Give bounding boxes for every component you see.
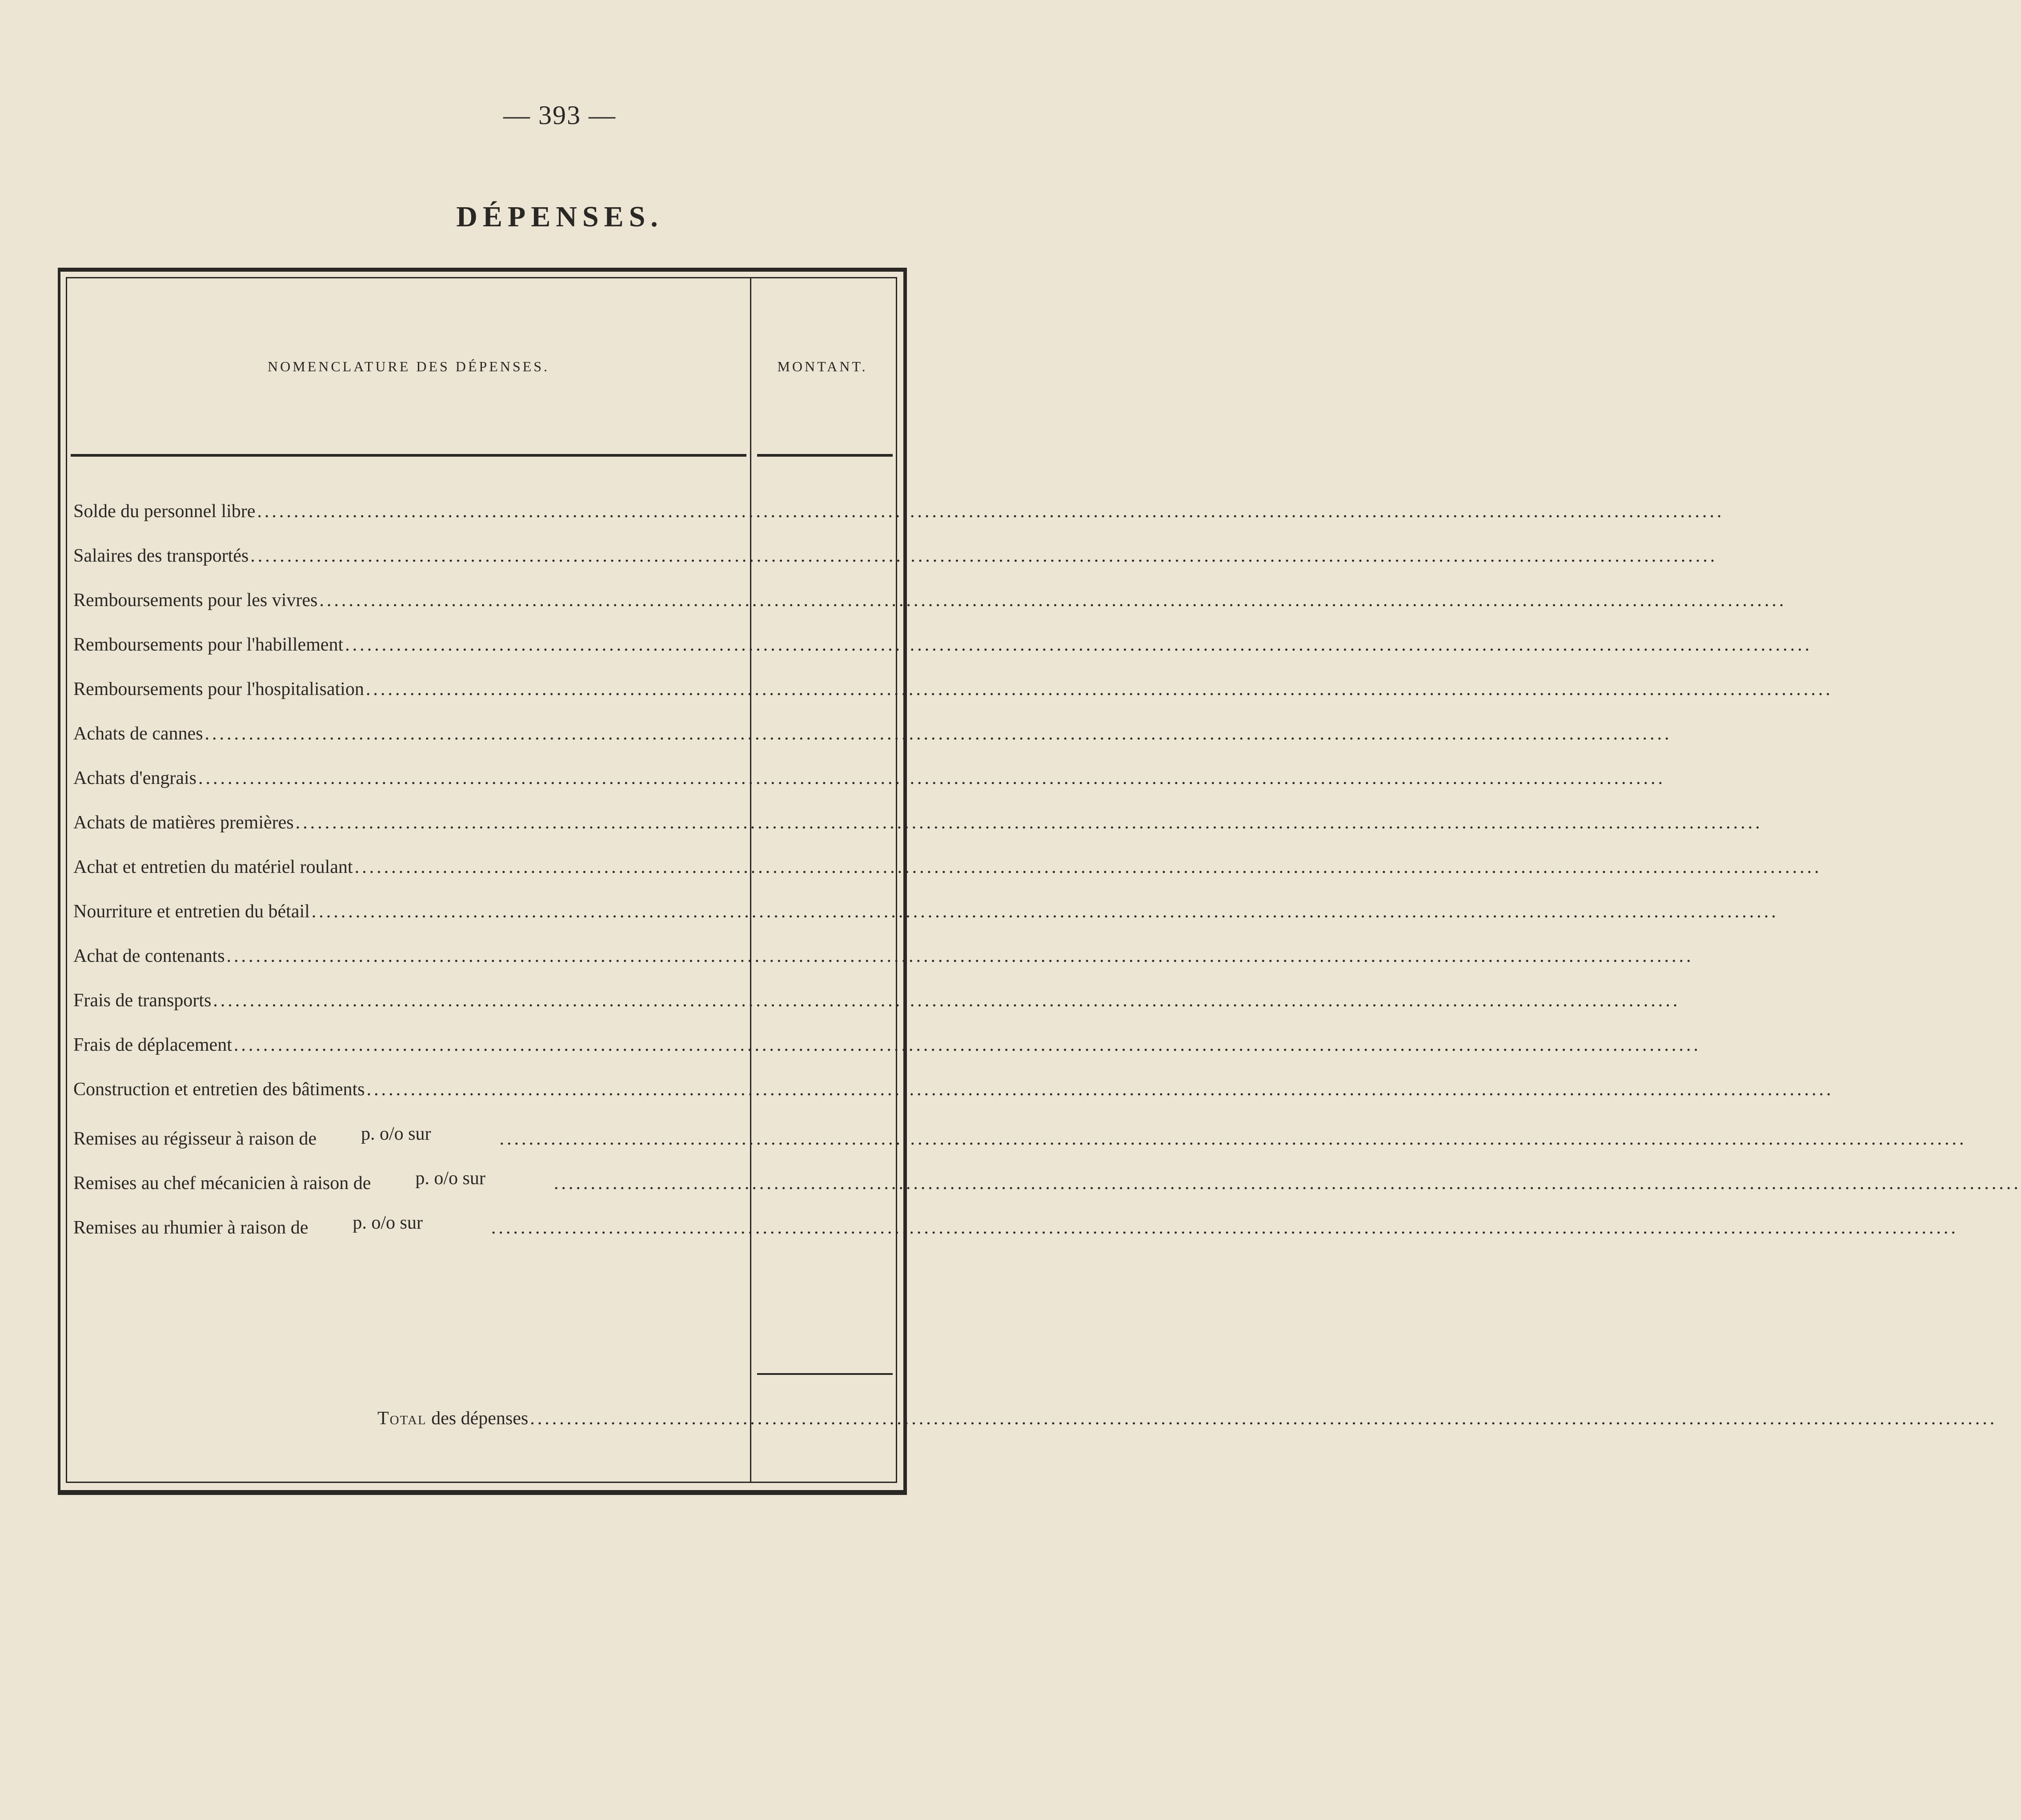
leader-dots: ........................................................................................................................................................................................................ bbox=[205, 723, 1672, 744]
leader-dots: ........................................................................................................................................................................................................ bbox=[213, 990, 1680, 1011]
leader-dots: ........................................................................................................................................................................................................ bbox=[295, 812, 1763, 833]
expense-row bbox=[73, 679, 1833, 723]
expense-row bbox=[73, 901, 1779, 945]
expense-label: Nourriture et entretien du bétail bbox=[73, 901, 310, 922]
header-nomenclature: NOMENCLATURE DES DÉPENSES. bbox=[267, 358, 550, 374]
expense-row bbox=[73, 501, 1724, 545]
leader-dots: ........................................................................................................................................................................................................ bbox=[226, 946, 1694, 966]
remise-row bbox=[73, 1123, 1967, 1168]
expense-label: Construction et entretien des bâtiments bbox=[73, 1079, 365, 1100]
expense-label: Remboursements pour l'habillement bbox=[73, 635, 344, 655]
expenses-table bbox=[58, 268, 2021, 1495]
leader-dots: ........................................................................................................................................................................................................ bbox=[257, 501, 1724, 522]
expense-row bbox=[73, 767, 1665, 812]
expense-label: Salaires des transportés bbox=[73, 546, 249, 566]
expense-row bbox=[73, 634, 1812, 679]
expense-row bbox=[73, 856, 1822, 901]
expense-label: Achats de matières premières bbox=[73, 812, 294, 833]
leader-dots: ........................................................................................................................................................................................................ bbox=[365, 679, 1833, 699]
expense-label: Remboursements pour les vivres bbox=[73, 590, 318, 611]
leader-dots: ........................................................................................................................................................................................................ bbox=[491, 1217, 1958, 1238]
remise-rate: p. o/o sur bbox=[361, 1124, 431, 1144]
expense-label: Achats d'engrais bbox=[73, 768, 196, 788]
expense-row bbox=[73, 812, 1763, 856]
total-label: Total bbox=[377, 1408, 427, 1429]
total-row bbox=[377, 1408, 1997, 1429]
expense-label: Achats de cannes bbox=[73, 723, 203, 744]
remise-label: Remises au régisseur à raison de bbox=[73, 1129, 317, 1149]
expense-row bbox=[73, 590, 1787, 634]
table-inner-border bbox=[66, 277, 2021, 1483]
remise-rate: p. o/o sur bbox=[415, 1168, 485, 1189]
leader-dots: ........................................................................................................................................................................................................ bbox=[354, 857, 1822, 877]
page-number: — 393 — bbox=[503, 100, 616, 130]
expense-row bbox=[73, 723, 1672, 767]
remise-label: Remises au rhumier à raison de bbox=[73, 1217, 309, 1238]
expense-label: Remboursements pour l'hospitalisation bbox=[73, 679, 364, 699]
leader-dots: ........................................................................................................................................................................................................ bbox=[250, 546, 1718, 566]
expense-rows bbox=[73, 501, 2021, 1257]
remise-row bbox=[73, 1168, 2021, 1212]
expense-row bbox=[73, 545, 1718, 590]
expense-label: Achat de contenants bbox=[73, 946, 225, 966]
total-rule bbox=[757, 1373, 893, 1375]
remise-row bbox=[73, 1212, 1958, 1257]
header-rule-right bbox=[757, 454, 893, 457]
leader-dots: ........................................................................................................................................................................................................ bbox=[530, 1408, 1997, 1429]
total-label-rest: des dépenses bbox=[426, 1408, 529, 1429]
expense-label: Solde du personnel libre bbox=[73, 501, 256, 522]
expense-label: Frais de déplacement bbox=[73, 1035, 232, 1055]
expense-row bbox=[73, 1079, 1834, 1123]
expense-row bbox=[73, 1034, 1701, 1079]
leader-dots: ........................................................................................................................................................................................................ bbox=[233, 1035, 1701, 1055]
leader-dots: ........................................................................................................................................................................................................ bbox=[345, 635, 1812, 655]
leader-dots: ........................................................................................................................................................................................................ bbox=[499, 1129, 1967, 1149]
expense-row bbox=[73, 990, 1680, 1034]
expense-label: Achat et entretien du matériel roulant bbox=[73, 857, 353, 877]
leader-dots: ........................................................................................................................................................................................................ bbox=[366, 1079, 1834, 1100]
remise-label: Remises au chef mécanicien à raison de bbox=[73, 1173, 371, 1193]
leader-dots: ........................................................................................................................................................................................................ bbox=[319, 590, 1787, 611]
leader-dots: ........................................................................................................................................................................................................ bbox=[311, 901, 1779, 922]
expense-label: Frais de transports bbox=[73, 990, 212, 1011]
leader-dots: ........................................................................................................................................................................................................ bbox=[553, 1173, 2021, 1193]
remise-rate: p. o/o sur bbox=[353, 1213, 423, 1233]
header-rule-left bbox=[71, 454, 746, 457]
expense-row bbox=[73, 945, 1694, 990]
header-montant: MONTANT. bbox=[777, 358, 868, 374]
page-title: DÉPENSES. bbox=[456, 201, 663, 233]
leader-dots: ........................................................................................................................................................................................................ bbox=[198, 768, 1665, 788]
column-divider bbox=[750, 278, 751, 1482]
